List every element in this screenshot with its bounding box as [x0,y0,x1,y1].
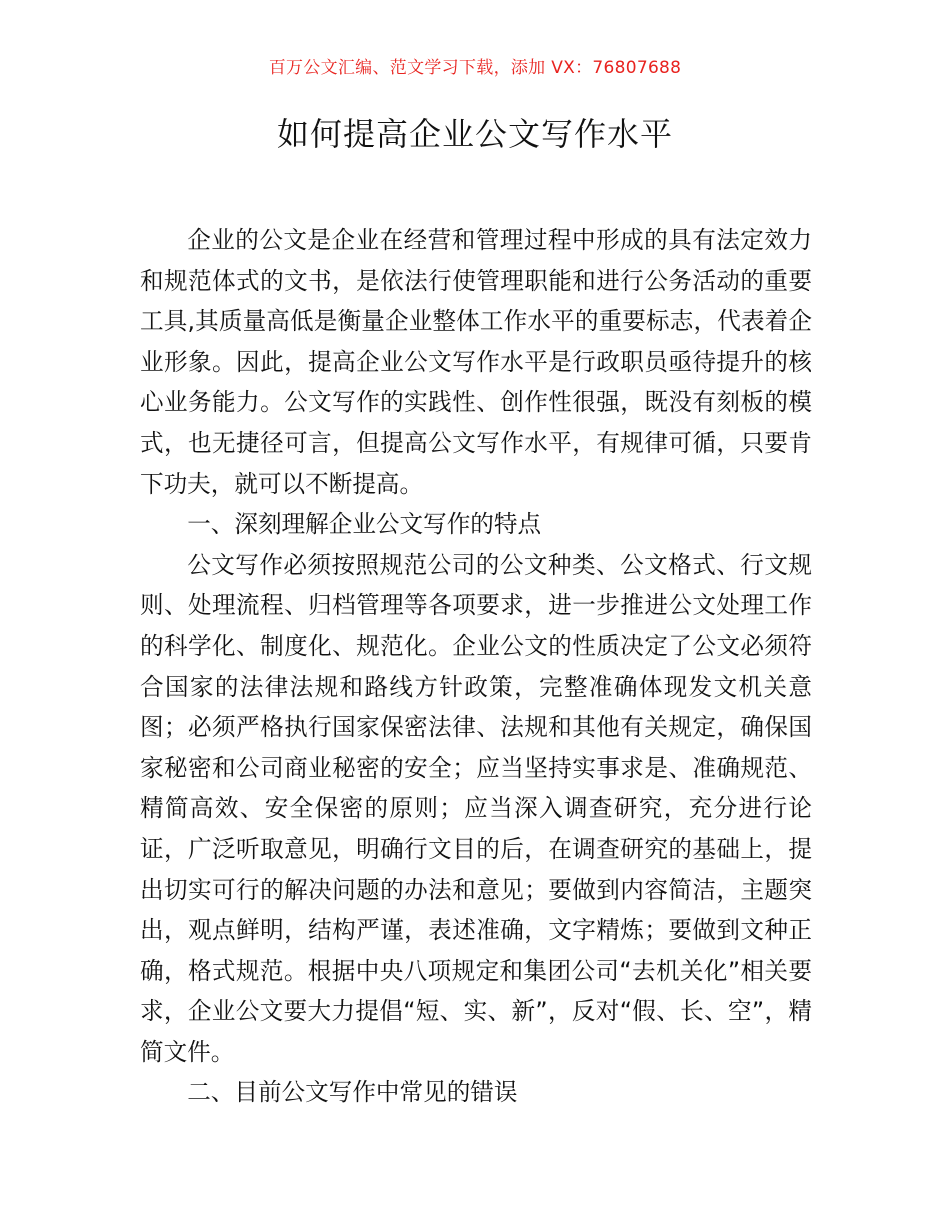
document-title: 如何提高企业公文写作水平 [276,115,673,153]
section-heading-1: 一、深刻理解企业公文写作的特点 [187,510,542,539]
paragraph-section-1: 公文写作必须按照规范公司的公文种类、公文格式、行文规则、处理流程、归档管理等各项要求，进一步推进公文处理工作的科学化、制度化、规范化。企业公文的性质决定了公文必须符合国家的法律法规和路线方针政策，完整准确体现发文机关意图；必须严格执行国家保密法律、法规和其他有关规定，确保国家秘密和公司商业秘密的安全；应当坚持实事求是、准确规范、精简高效、安全保密的原则；应当深入调查研究，充分进行论证，广泛听取意见，明确行文目的后，在调查研究的基础上，提出切实可行的解决问题的办法和意见；要做到内容简洁，主题突出，观点鲜明，结构严谨，表述准确，文字精炼；要做到文种正确，格式规范。根据中央八项规定和集团公司“去机关化”相关要求，企业公文要大力提倡“短、实、新”，反对“假、长、空”，精简文件。 [140,550,812,1066]
header-note: 百万公文汇编、范文学习下载，添加 VX：76807688 [268,58,682,78]
section-heading-2: 二、目前公文写作中常见的错误 [187,1078,518,1107]
document-body [140,220,812,1113]
paragraph-intro: 企业的公文是企业在经营和管理过程中形成的具有法定效力和规范体式的文书，是依法行使管理职能和进行公务活动的重要工具,其质量高低是衡量企业整体工作水平的重要标志，代表着企业形象。因此，提高企业公文写作水平是行政职员亟待提升的核心业务能力。公文写作的实践性、创作性很强，既没有刻板的模式，也无捷径可言，但提高公文写作水平，有规律可循，只要肯下功夫，就可以不断提高。 [140,226,812,498]
